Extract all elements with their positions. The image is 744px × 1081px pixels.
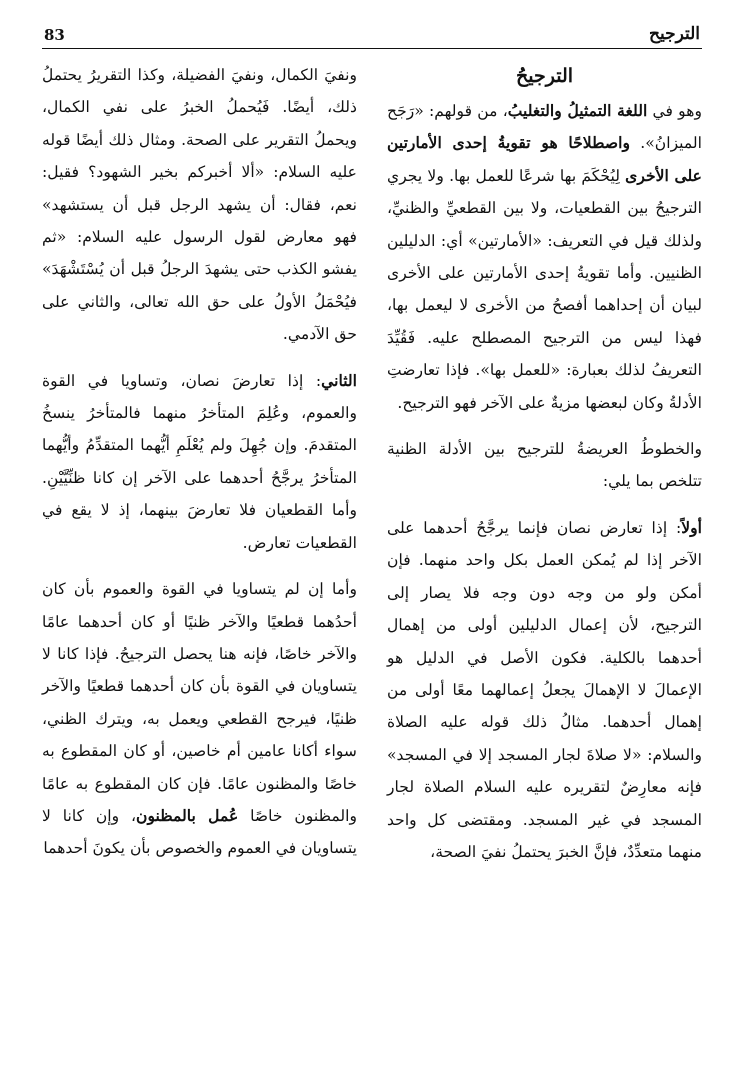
text-run: : إذا تعارض نصان فإنما يرجَّحُ أحدهما على الآخر إذا لم يُمكن العمل بكل واحد منهما. فإن أمكن ولو من وجه دون وجه فلا يصار إلى الترجيح، لأن إعمال الدليلين أولى من إهمال أحدهما بالكلية. فكون الأصل في الدليل هو الإعمالَ لا الإهمالَ يجعلُ إعمالهما معًا أولى من إهمال أحدهما. مثالُ ذلك قوله عليه الصلاة والسلام: «لا صلاةَ لجار المسجد إلا في المسجد» فإنه معارِضٌ لتقريره عليه السلام الصلاة لجار المسجد في غير المسجد. ومقتضى كل واحد منهما متعدِّدٌ، فإنَّ الخبرَ يحتملُ نفيَ الصحة،	[387, 518, 702, 861]
text-columns	[42, 59, 702, 868]
text-run: وأما إن لم يتساويا في القوة والعموم بأن كان أحدُهما قطعيًا والآخر ظنيًا أو كان أحدهما عامًا والآخر خاصًا، فإنه هنا يحصل الترجيحُ. فإذا كانا لا يتساويان في القوة بأن كان أحدهما قطعيًا والآخر ظنيًا، فيرجح القطعي ويعمل به، ويترك الظني، سواء أكانا عامين أم خاصين، أو كان المقطوع به خاصًا والمظنون عامًا. فإن كان المقطوع به عامًا والمظنون خاصًا	[42, 580, 357, 825]
bold-run: عُمل بالمظنون	[136, 805, 239, 825]
page-header	[42, 14, 702, 49]
left-column	[42, 59, 357, 868]
section-title: الترجيحُ	[515, 65, 574, 87]
text-run: ، من قولهم: «رَجَح الميزانُ».	[387, 102, 702, 153]
text-run: لِيُحْكَمَ بها شرعًا للعمل بها. ولا يجري الترجيحُ بين القطعيات، ولا بين القطعيِّ والظنيِّ، ولذلك قيل في التعريف: «الأمارتين» أي: الدليلين الظنيين. وأما تقويةُ إحدى الأمارتين على الأخرى لبيان أن إحداهما أفصحُ من الأخرى لا ليعمل بها، فهذا ليس من الترجيح المصطلح عليه. فَقُيِّدَ التعريفُ لذلك بعبارة: «للعمل بها». فإذا تعارضتِ الأدلةُ وكان لبعضها مزيةٌ على الآخر فهو الترجيح.	[387, 166, 702, 412]
paragraph	[42, 365, 357, 559]
running-title: الترجيح	[648, 24, 700, 44]
right-column	[387, 59, 702, 868]
bold-run: اللغة التمثيلُ والتغليبُ	[507, 101, 648, 120]
paragraph	[387, 95, 702, 419]
paragraph	[387, 433, 702, 498]
paragraph	[42, 59, 357, 351]
bold-run: الثاني	[321, 370, 357, 390]
bold-run: واصطلاحًا هو تقويةُ إحدى الأمارتين على الأخرى	[387, 133, 702, 185]
page-number: 83	[44, 26, 65, 44]
text-run: ونفيَ الكمال، ونفيَ الفضيلة، وكذا التقريرُ يحتملُ ذلك، أيضًا. فَيُحملُ الخبرُ على نفي الكمال، ويحملُ التقرير على الصحة. ومثال ذلك أيضًا قوله عليه السلام: «ألا أخبركم بخير الشهود؟ فقيل: نعم، فقال: أن يشهد الرجل قبل أن يستشهد» فهو معارض لقول الرسول عليه السلام: «ثم يفشو الكذب حتى يشهدَ الرجلُ قبل أن يُسْتَشْهَدَ» فيُحْمَلُ الأولُ على حق الله تعالى، والثاني على حق الآدمي.	[42, 66, 357, 344]
bold-run: أولاً	[681, 517, 702, 537]
text-run: وهو في	[647, 102, 702, 120]
paragraph	[387, 512, 702, 868]
text-run: ، وإن كانا لا يتساويان في العموم والخصوص بأن يكونَ أحدهما	[42, 806, 357, 858]
text-run: والخطوطُ العريضةُ للترجيح بين الأدلة الظنية تتلخص بما يلي:	[387, 440, 702, 491]
paragraph	[42, 573, 357, 865]
text-run: : إذا تعارضَ نصان، وتساويا في القوة والعموم، وعُلِمَ المتأخرُ منهما فالمتأخرُ ينسخُ المتقدمَ. وإن جُهِلَ ولم يُعْلَمِ أيُّهما المتقدِّمُ وأيُّهما المتأخرُ يرجَّحُ أحدهما على الآخر إن كانا ظنِّيَّيْنِ. وأما القطعيان فلا تعارضَ بينهما، إذ لا يقع في القطعيات تعارض.	[42, 371, 357, 552]
